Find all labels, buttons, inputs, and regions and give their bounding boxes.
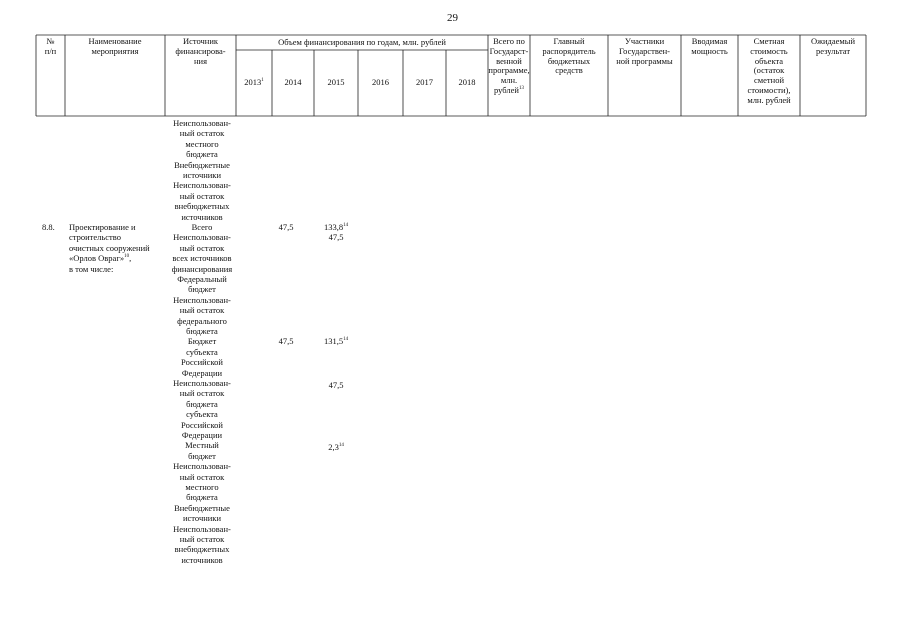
header-total: Всего по Государст- венной программе, млн. рублей$^{13}$ <box>488 36 530 95</box>
header-year-2017: 2017 <box>416 77 433 87</box>
carryover-source-extrabudget-remainder: Неиспользован- ный остаток внебюджетных источников <box>173 180 231 222</box>
value-all-remainder-2015: 47,5 <box>328 232 344 243</box>
header-year-2015: 2015 <box>327 77 345 87</box>
header-year-2013: 2013$^1$ <box>244 77 264 87</box>
source-federal: Федеральный бюджет <box>177 274 227 295</box>
carryover-source-local-remainder: Неиспользован- ный остаток местного бюджета <box>173 118 231 160</box>
carryover-source-extrabudget: Внебюджетные источники <box>174 159 230 180</box>
source-local-remainder: Неиспользован- ный остаток местного бюджета <box>173 461 231 503</box>
value-regional-2014: 47,5 <box>278 336 294 347</box>
value-local-2015: $2,3^{14}$ <box>328 442 344 452</box>
source-extrabudget-remainder: Неиспользован- ный остаток внебюджетных источников <box>173 523 231 565</box>
header-cost: Сметная стоимость объекта (остаток сметной стоимости), млн. рублей <box>747 36 791 105</box>
value-regional-remainder-2015: 47,5 <box>328 380 344 390</box>
header-manager: Главный распорядитель бюджетных средств <box>542 36 596 76</box>
source-extrabudget: Внебюджетные источники <box>174 502 230 524</box>
header-name: Наименование мероприятия <box>88 36 142 56</box>
source-total: Всего <box>191 222 213 232</box>
header-year-2018: 2018 <box>458 77 476 87</box>
value-total-2014: 47,5 <box>278 222 294 232</box>
header-year-2016: 2016 <box>372 77 389 87</box>
header-result: Ожидаемый результат <box>810 36 856 56</box>
value-total-2015: 133,8$^{14}$ <box>323 222 349 232</box>
header-volume: Объем финансирования по годам, млн. рублей <box>278 37 446 47</box>
item-name: Проектирование и строительство очистных сооружений «Орлов Овраг»$^{10}$, в том числе: <box>69 222 150 274</box>
header-year-2014: 2014 <box>284 77 302 87</box>
source-regional: Бюджет субъекта Российской Федерации <box>181 336 223 378</box>
header-source: Источник финансирова- ния <box>175 36 226 66</box>
source-local: Местный бюджет <box>185 440 219 461</box>
source-all-remainder: Неиспользован- ный остаток всех источников финансирования <box>171 232 233 274</box>
source-regional-remainder: Неиспользован- ный остаток бюджета субъекта Российской Федерации <box>173 378 231 441</box>
source-federal-remainder: Неиспользован- ный остаток федерального бюджета <box>173 294 231 337</box>
page-number: 29 <box>447 12 458 24</box>
value-regional-2015: 131,5$^{14}$ <box>323 336 349 347</box>
header-participants: Участники Государствен- ной программы <box>616 36 673 66</box>
item-number: 8.8. <box>42 222 55 232</box>
header-capacity: Вводимая мощность <box>691 36 728 56</box>
header-number: № п/п <box>44 36 57 56</box>
